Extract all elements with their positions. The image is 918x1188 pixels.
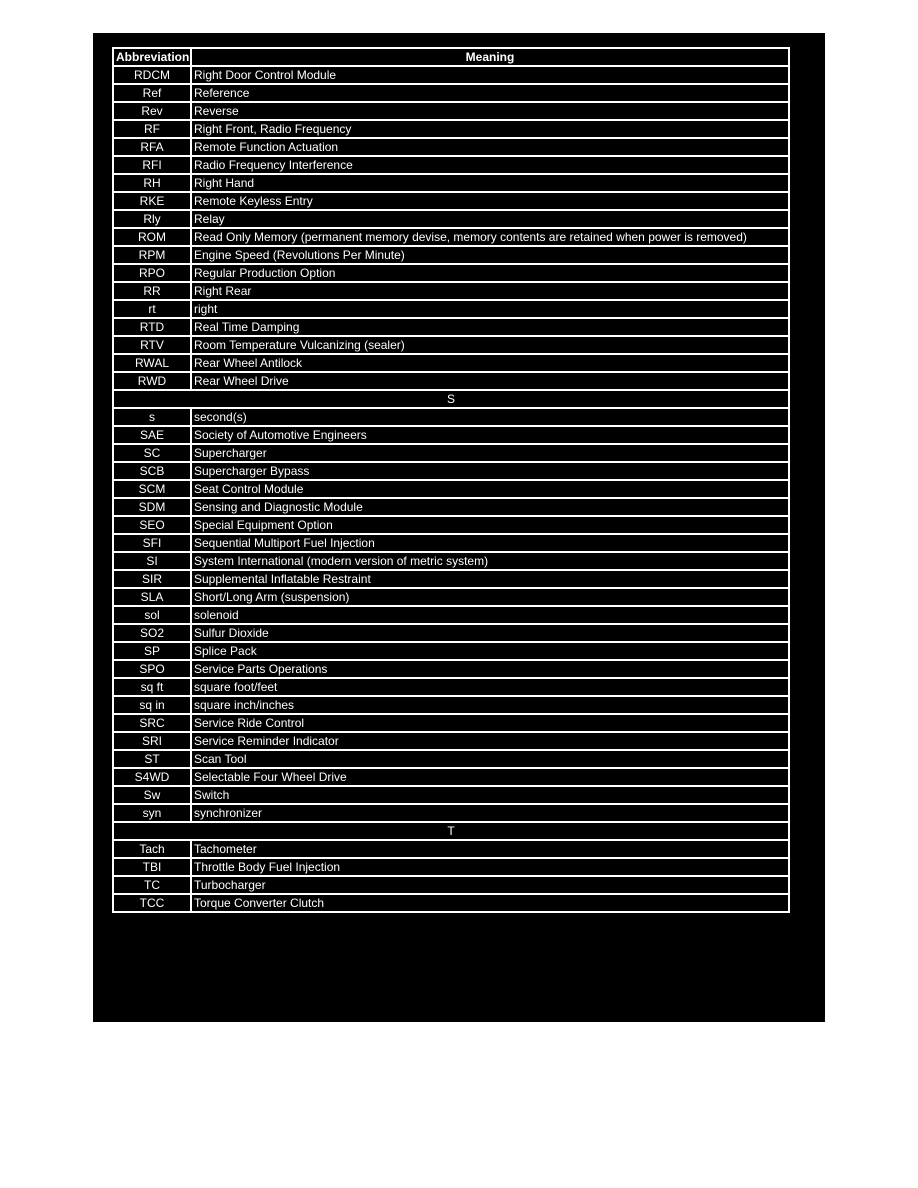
meaning-cell: Right Hand	[191, 174, 789, 192]
table-row	[113, 408, 789, 426]
table-row	[113, 372, 789, 390]
abbreviation-cell: S4WD	[113, 768, 191, 786]
table-body	[113, 66, 789, 912]
abbreviation-cell: ROM	[113, 228, 191, 246]
abbreviation-cell: RPM	[113, 246, 191, 264]
table-row	[113, 804, 789, 822]
abbreviation-cell: Ref	[113, 84, 191, 102]
header-row	[113, 48, 789, 66]
meaning-cell: Splice Pack	[191, 642, 789, 660]
meaning-cell: square inch/inches	[191, 696, 789, 714]
abbreviation-cell: SRI	[113, 732, 191, 750]
meaning-cell: Switch	[191, 786, 789, 804]
abbreviation-cell: sq in	[113, 696, 191, 714]
abbreviation-cell: rt	[113, 300, 191, 318]
table-row	[113, 336, 789, 354]
table-row	[113, 354, 789, 372]
abbreviation-cell: SRC	[113, 714, 191, 732]
abbreviation-cell: sol	[113, 606, 191, 624]
meaning-cell: Reference	[191, 84, 789, 102]
table-row	[113, 84, 789, 102]
table-row	[113, 174, 789, 192]
table-row	[113, 66, 789, 84]
meaning-cell: Remote Function Actuation	[191, 138, 789, 156]
meaning-cell: Torque Converter Clutch	[191, 894, 789, 912]
abbreviation-column-header: Abbreviation	[113, 48, 191, 66]
table-row	[113, 624, 789, 642]
meaning-cell: Right Rear	[191, 282, 789, 300]
meaning-cell: solenoid	[191, 606, 789, 624]
table-row	[113, 552, 789, 570]
meaning-cell: Right Door Control Module	[191, 66, 789, 84]
abbreviation-cell: RWD	[113, 372, 191, 390]
meaning-cell: Real Time Damping	[191, 318, 789, 336]
meaning-cell: Sensing and Diagnostic Module	[191, 498, 789, 516]
abbreviation-cell: RTV	[113, 336, 191, 354]
section-letter: T	[113, 822, 789, 840]
meaning-cell: Right Front, Radio Frequency	[191, 120, 789, 138]
table-row	[113, 894, 789, 912]
table-row	[113, 192, 789, 210]
meaning-cell: Room Temperature Vulcanizing (sealer)	[191, 336, 789, 354]
table-row	[113, 498, 789, 516]
table-row	[113, 156, 789, 174]
table-row	[113, 534, 789, 552]
table-row	[113, 246, 789, 264]
abbreviation-cell: SAE	[113, 426, 191, 444]
abbreviation-cell: RFA	[113, 138, 191, 156]
abbreviation-cell: SI	[113, 552, 191, 570]
abbreviation-cell: s	[113, 408, 191, 426]
table-row	[113, 714, 789, 732]
meaning-cell: Supercharger	[191, 444, 789, 462]
abbreviation-cell: Sw	[113, 786, 191, 804]
meaning-cell: second(s)	[191, 408, 789, 426]
abbreviation-cell: SFI	[113, 534, 191, 552]
abbreviation-cell: RH	[113, 174, 191, 192]
abbreviation-cell: RKE	[113, 192, 191, 210]
abbreviation-cell: SCB	[113, 462, 191, 480]
table-row	[113, 462, 789, 480]
abbreviation-cell: SCM	[113, 480, 191, 498]
abbreviation-cell: SC	[113, 444, 191, 462]
table-row	[113, 264, 789, 282]
meaning-cell: Service Parts Operations	[191, 660, 789, 678]
table-row	[113, 120, 789, 138]
section-letter: S	[113, 390, 789, 408]
abbreviation-cell: RDCM	[113, 66, 191, 84]
meaning-cell: System International (modern version of metric system)	[191, 552, 789, 570]
section-header-row	[113, 390, 789, 408]
abbreviation-cell: TBI	[113, 858, 191, 876]
meaning-cell: Rear Wheel Antilock	[191, 354, 789, 372]
meaning-cell: Tachometer	[191, 840, 789, 858]
meaning-cell: Supplemental Inflatable Restraint	[191, 570, 789, 588]
abbreviation-cell: SPO	[113, 660, 191, 678]
meaning-cell: Remote Keyless Entry	[191, 192, 789, 210]
table-row	[113, 228, 789, 246]
table-row	[113, 138, 789, 156]
abbreviation-cell: RF	[113, 120, 191, 138]
section-header-row	[113, 822, 789, 840]
table-row	[113, 282, 789, 300]
table-row	[113, 750, 789, 768]
meaning-cell: Special Equipment Option	[191, 516, 789, 534]
table-row	[113, 588, 789, 606]
table-row	[113, 678, 789, 696]
meaning-cell: Reverse	[191, 102, 789, 120]
table-row	[113, 318, 789, 336]
abbreviation-cell: SEO	[113, 516, 191, 534]
meaning-cell: Selectable Four Wheel Drive	[191, 768, 789, 786]
abbreviation-table	[112, 47, 790, 913]
table-row	[113, 480, 789, 498]
meaning-cell: Regular Production Option	[191, 264, 789, 282]
abbreviation-cell: SO2	[113, 624, 191, 642]
meaning-cell: Sulfur Dioxide	[191, 624, 789, 642]
abbreviation-cell: syn	[113, 804, 191, 822]
meaning-cell: Supercharger Bypass	[191, 462, 789, 480]
meaning-cell: Engine Speed (Revolutions Per Minute)	[191, 246, 789, 264]
meaning-cell: Rear Wheel Drive	[191, 372, 789, 390]
meaning-cell: right	[191, 300, 789, 318]
abbreviation-cell: Rev	[113, 102, 191, 120]
table-row	[113, 570, 789, 588]
meaning-cell: synchronizer	[191, 804, 789, 822]
table-row	[113, 642, 789, 660]
table-row	[113, 696, 789, 714]
table-row	[113, 300, 789, 318]
table-row	[113, 516, 789, 534]
abbreviation-cell: SDM	[113, 498, 191, 516]
abbreviation-cell: RR	[113, 282, 191, 300]
table-row	[113, 876, 789, 894]
abbreviation-cell: SIR	[113, 570, 191, 588]
abbreviation-cell: TC	[113, 876, 191, 894]
abbreviation-cell: RTD	[113, 318, 191, 336]
meaning-cell: Society of Automotive Engineers	[191, 426, 789, 444]
meaning-cell: Short/Long Arm (suspension)	[191, 588, 789, 606]
abbreviation-cell: RPO	[113, 264, 191, 282]
meaning-cell: Sequential Multiport Fuel Injection	[191, 534, 789, 552]
table-row	[113, 786, 789, 804]
abbreviation-cell: RWAL	[113, 354, 191, 372]
meaning-cell: Service Ride Control	[191, 714, 789, 732]
table-row	[113, 210, 789, 228]
meaning-cell: Throttle Body Fuel Injection	[191, 858, 789, 876]
table-row	[113, 606, 789, 624]
abbreviation-cell: ST	[113, 750, 191, 768]
abbreviation-cell: TCC	[113, 894, 191, 912]
table-row	[113, 732, 789, 750]
meaning-cell: square foot/feet	[191, 678, 789, 696]
table-row	[113, 426, 789, 444]
abbreviation-cell: SP	[113, 642, 191, 660]
meaning-cell: Scan Tool	[191, 750, 789, 768]
table-row	[113, 660, 789, 678]
meaning-cell: Service Reminder Indicator	[191, 732, 789, 750]
abbreviation-cell: sq ft	[113, 678, 191, 696]
meaning-cell: Seat Control Module	[191, 480, 789, 498]
table-row	[113, 768, 789, 786]
table-row	[113, 840, 789, 858]
meaning-cell: Read Only Memory (permanent memory devise, memory contents are retained when power is removed)	[191, 228, 789, 246]
meaning-cell: Relay	[191, 210, 789, 228]
meaning-cell: Radio Frequency Interference	[191, 156, 789, 174]
abbreviation-cell: RFI	[113, 156, 191, 174]
table-row	[113, 102, 789, 120]
abbreviation-cell: Tach	[113, 840, 191, 858]
meaning-cell: Turbocharger	[191, 876, 789, 894]
abbreviation-cell: SLA	[113, 588, 191, 606]
table-row	[113, 858, 789, 876]
abbreviation-cell: Rly	[113, 210, 191, 228]
meaning-column-header: Meaning	[191, 48, 789, 66]
table-header	[113, 48, 789, 66]
table-row	[113, 444, 789, 462]
